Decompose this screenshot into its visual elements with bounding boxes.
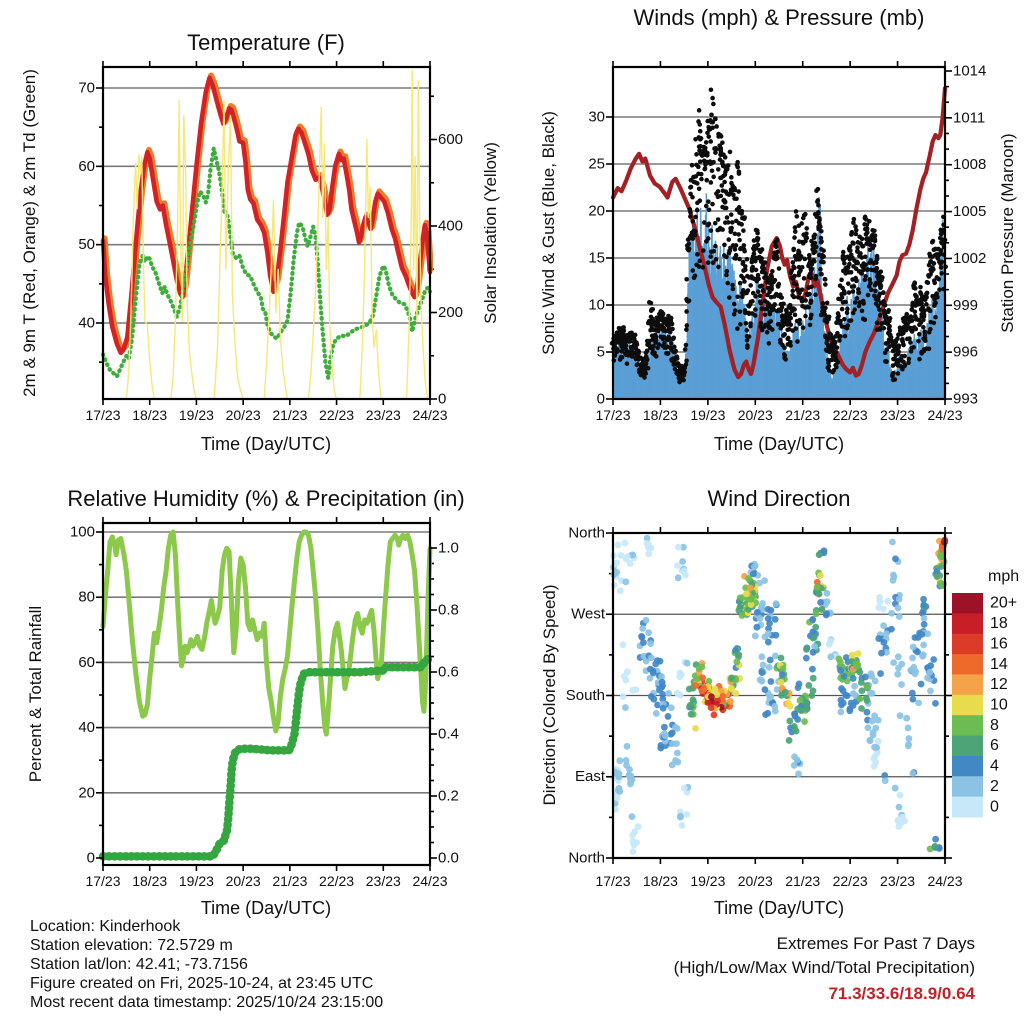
tick-label: 70 <box>78 79 95 97</box>
tick-label: 20/23 <box>737 407 773 423</box>
tick-label: 24/23 <box>412 407 448 423</box>
colorbar-segment <box>952 756 983 777</box>
footer-latlon: Station lat/lon: 42.41; -73.7156 <box>30 956 248 973</box>
tick-label: 21/23 <box>272 407 308 423</box>
tick-label: 60 <box>78 157 95 175</box>
tick-label: 1011 <box>953 109 986 127</box>
extremes-heading: Extremes For Past 7 Days <box>776 934 975 953</box>
tick-label: 600 <box>438 131 464 148</box>
tick-label: 14 <box>990 655 1008 673</box>
colorbar-segment <box>952 654 983 675</box>
y-axis-label-humidity-left: Percent & Total Rainfall <box>26 605 45 783</box>
tick-label: 1008 <box>953 156 987 174</box>
tick-label: East <box>574 768 605 786</box>
tick-label: 24/23 <box>412 873 448 889</box>
tick-label: 4 <box>990 757 999 775</box>
tick-label: 18/23 <box>642 873 678 889</box>
colorbar-segment <box>952 674 983 695</box>
tick-label: 20/23 <box>737 873 773 889</box>
tick-label: 17/23 <box>595 873 631 889</box>
tick-label: 0.8 <box>438 601 459 619</box>
tick-label: 22/23 <box>319 873 355 889</box>
tick-label: 18/23 <box>132 407 168 423</box>
tick-label: 12 <box>990 676 1008 694</box>
tick-label: 2 <box>990 777 999 795</box>
tick-label: 21/23 <box>272 873 308 889</box>
tick-label: 22/23 <box>832 873 868 889</box>
footer-elevation: Station elevation: 72.5729 m <box>30 937 233 954</box>
tick-label: 23/23 <box>880 407 916 423</box>
colorbar-segment <box>952 593 983 614</box>
tick-label: 0 <box>990 798 999 816</box>
panel-temperature-title: Temperature (F) <box>187 30 345 55</box>
tick-label: 17/23 <box>595 407 631 423</box>
tick-label: 21/23 <box>785 407 821 423</box>
tick-label: 25 <box>588 155 605 173</box>
tick-label: 10 <box>990 696 1008 714</box>
tick-label: 19/23 <box>178 873 214 889</box>
tick-label: 22/23 <box>832 407 868 423</box>
tick-label: 993 <box>953 390 979 408</box>
footer-created: Figure created on Fri, 2025-10-24, at 23:45 UTC <box>30 975 374 992</box>
x-axis-label-humidity: Time (Day/UTC) <box>200 898 332 918</box>
tick-label: 18 <box>990 615 1008 633</box>
colorbar-segment <box>952 613 983 634</box>
tick-label: 0.6 <box>438 663 459 681</box>
tick-label: North <box>568 524 605 542</box>
panel-direction-title: Wind Direction <box>707 486 851 511</box>
tick-label: 1.0 <box>438 539 459 557</box>
tick-label: 0.0 <box>438 849 459 867</box>
tick-label: 20 <box>78 784 95 802</box>
tick-label: 40 <box>78 719 95 737</box>
tick-label: West <box>571 605 605 623</box>
tick-label: 23/23 <box>880 873 916 889</box>
footer-location: Location: Kinderhook <box>30 918 181 935</box>
tick-label: 6 <box>990 737 999 755</box>
tick-label: 0 <box>438 390 447 408</box>
tick-label: 15 <box>588 249 605 267</box>
extremes-values: 71.3/33.6/18.9/0.64 <box>828 984 975 1003</box>
tick-label: 20/23 <box>225 873 261 889</box>
tick-label: 999 <box>953 296 979 314</box>
colorbar-segment <box>952 736 983 757</box>
colorbar-segment <box>952 776 983 797</box>
y-axis-label-direction-left: Direction (Colored By Speed) <box>540 584 559 806</box>
colorbar-segment <box>952 634 983 655</box>
tick-label: 20+ <box>990 594 1018 612</box>
tick-label: 20 <box>588 202 605 220</box>
tick-label: 100 <box>69 523 95 541</box>
tick-label: 17/23 <box>85 873 121 889</box>
tick-label: South <box>565 686 605 704</box>
tick-label: 10 <box>588 296 605 314</box>
tick-label: North <box>568 849 605 867</box>
y-axis-label-wind-left: Sonic Wind & Gust (Blue, Black) <box>539 111 558 355</box>
tick-label: 23/23 <box>365 407 401 423</box>
tick-label: 1005 <box>953 203 987 221</box>
tick-label: 80 <box>78 588 95 606</box>
tick-label: 30 <box>588 108 605 126</box>
x-axis-label-temperature: Time (Day/UTC) <box>200 434 332 454</box>
footer-timestamp: Most recent data timestamp: 2025/10/24 23:15:00 <box>30 994 384 1011</box>
tick-label: 22/23 <box>319 407 355 423</box>
colorbar-segment <box>952 695 983 716</box>
tick-label: 18/23 <box>642 407 678 423</box>
tick-label: 1002 <box>953 249 987 267</box>
colorbar-segment <box>952 797 983 818</box>
tick-label: 1014 <box>953 62 987 80</box>
panel-winds-title: Winds (mph) & Pressure (mb) <box>633 5 925 30</box>
panel-humidity-title: Relative Humidity (%) & Precipitation (in) <box>67 486 465 511</box>
tick-label: 17/23 <box>85 407 121 423</box>
tick-label: 60 <box>78 653 95 671</box>
tick-label: 19/23 <box>690 873 726 889</box>
tick-label: 0.2 <box>438 787 459 805</box>
tick-label: 40 <box>78 314 95 332</box>
tick-label: 0 <box>596 390 605 408</box>
tick-label: 50 <box>78 236 95 254</box>
tick-label: 18/23 <box>132 873 168 889</box>
tick-label: 0 <box>86 849 95 867</box>
extremes-subheading: (High/Low/Max Wind/Total Precipitation) <box>673 958 975 977</box>
tick-label: 21/23 <box>785 873 821 889</box>
tick-label: 5 <box>596 343 605 361</box>
tick-label: 19/23 <box>178 407 214 423</box>
tick-label: 23/23 <box>365 873 401 889</box>
tick-label: 20/23 <box>225 407 261 423</box>
colorbar-title: mph <box>988 568 1020 585</box>
y-axis-label-solar-right: Solar Insolation (Yellow) <box>481 142 500 324</box>
tick-label: 996 <box>953 343 979 361</box>
x-axis-label-winds: Time (Day/UTC) <box>713 434 845 454</box>
tick-label: 16 <box>990 635 1008 653</box>
colorbar-segment <box>952 715 983 736</box>
x-axis-label-direction: Time (Day/UTC) <box>713 898 845 918</box>
tick-label: 8 <box>990 716 999 734</box>
tick-label: 200 <box>438 304 464 321</box>
tick-label: 0.4 <box>438 725 459 743</box>
tick-label: 400 <box>438 217 464 235</box>
tick-label: 19/23 <box>690 407 726 423</box>
tick-label: 24/23 <box>927 407 963 423</box>
tick-label: 24/23 <box>927 873 963 889</box>
y-axis-label-pressure-right: Station Pressure (Maroon) <box>998 133 1017 333</box>
y-axis-label-temperature-left: 2m & 9m T (Red, Orange) & 2m Td (Green) <box>20 69 39 397</box>
